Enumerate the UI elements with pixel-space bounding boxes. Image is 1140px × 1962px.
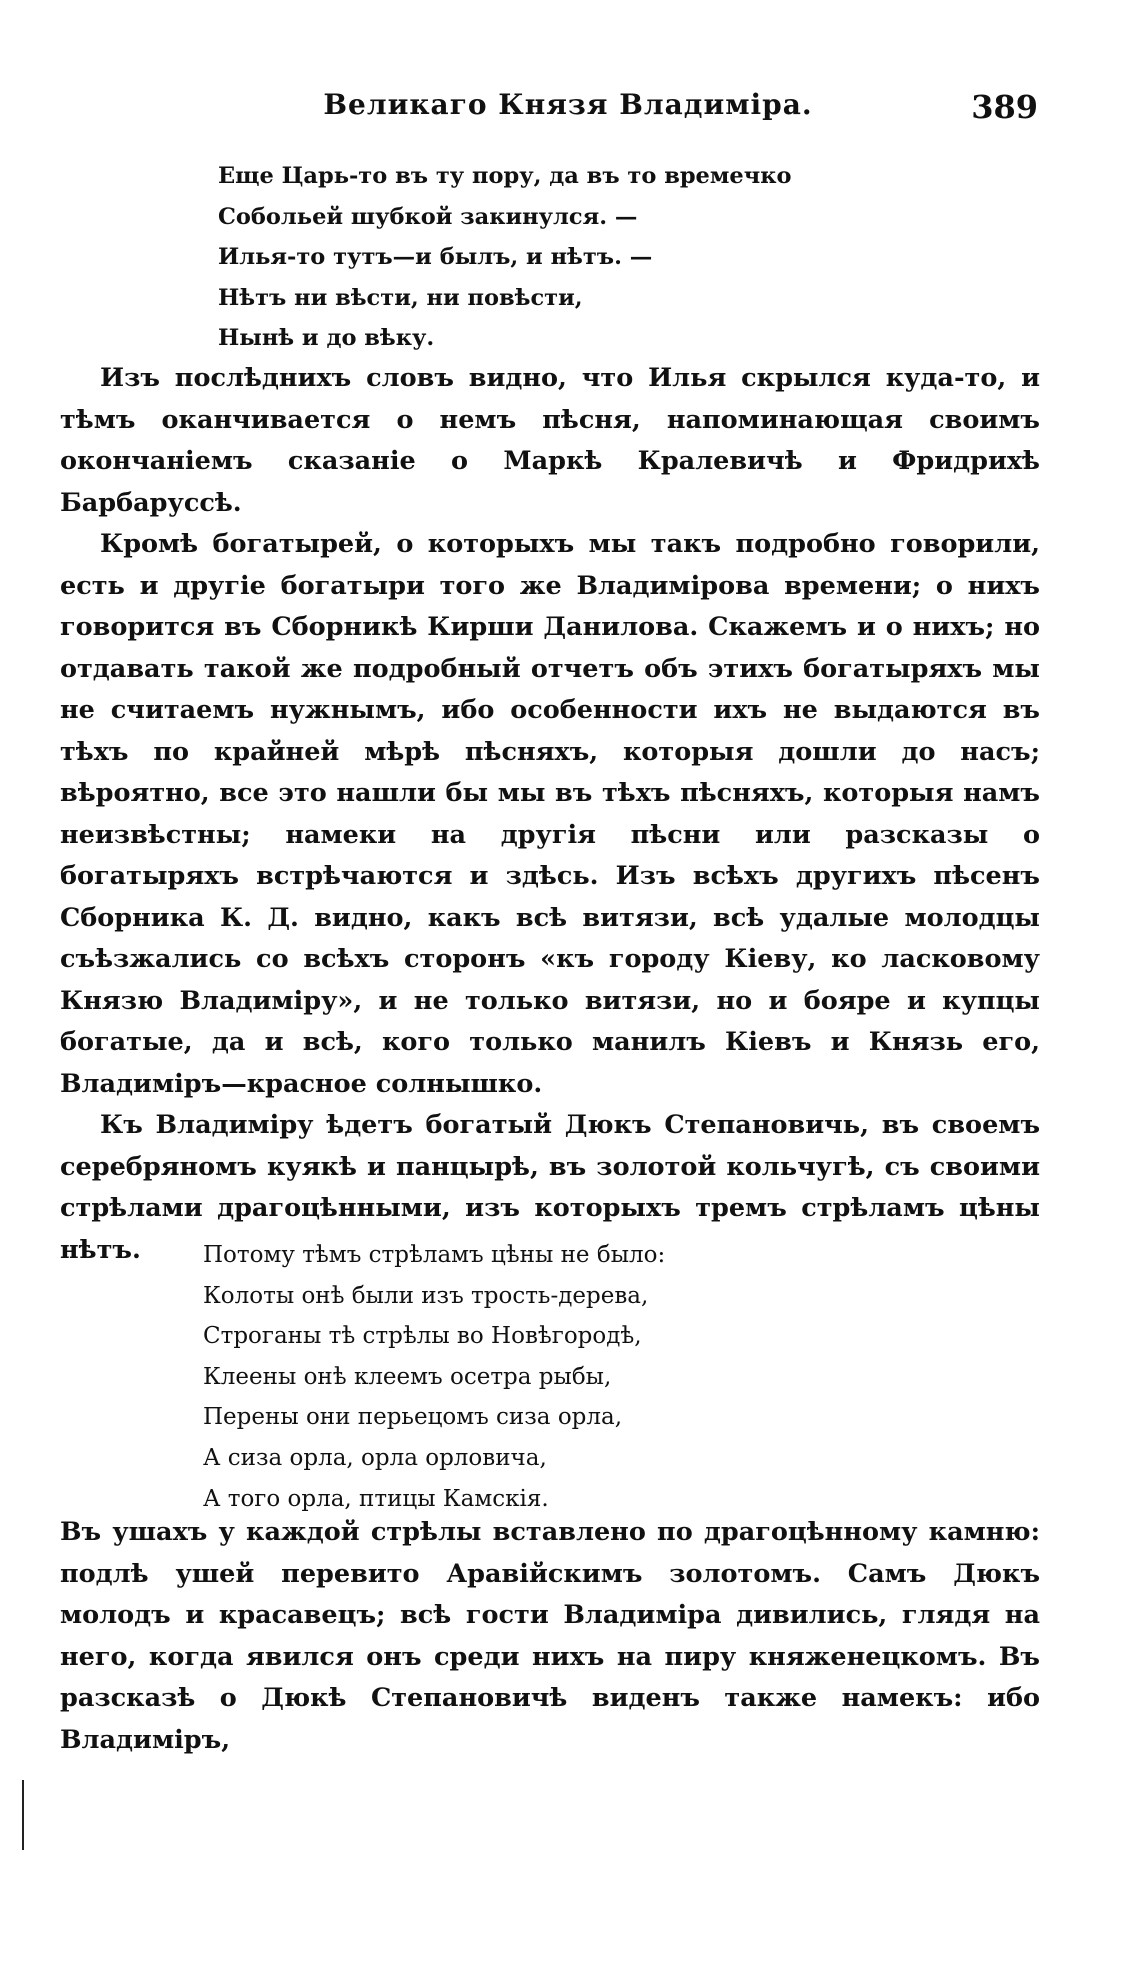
verse-line: Нынѣ и до вѣку. xyxy=(218,325,435,351)
verse-line: Потому тѣмъ стрѣламъ цѣны не было: xyxy=(203,1242,666,1268)
verse-block-1 xyxy=(218,156,791,359)
verse-line: Нѣтъ ни вѣсти, ни повѣсти, xyxy=(218,284,583,311)
paragraph: Къ Владиміру ѣдетъ богатый Дюкъ Степановичь, въ своемъ серебряномъ куякѣ и панцырѣ, въ золотой кольчугѣ, съ своими стрѣлами драгоцѣнными, изъ которыхъ тремъ стрѣламъ цѣны нѣтъ. xyxy=(60,1110,1040,1265)
verse-line: Илья-то тутъ—и былъ, и нѣтъ. — xyxy=(218,244,653,270)
margin-rule xyxy=(22,1780,24,1850)
prose-block-2 xyxy=(60,1512,1040,1761)
paragraph: Изъ послѣднихъ словъ видно, что Илья скрылся куда-то, и тѣмъ оканчивается о немъ пѣсня, напоминающая своимъ окончаніемъ сказаніе о Маркѣ Кралевичѣ и Фридрихѣ Барбаруссѣ. xyxy=(60,363,1040,518)
verse-line: Колоты онѣ были изъ трость-дерева, xyxy=(203,1282,649,1309)
verse-line: Строганы тѣ стрѣлы во Новѣгородѣ, xyxy=(203,1323,642,1350)
verse-line: Собольей шубкой закинулся. — xyxy=(218,203,638,230)
verse-block-2 xyxy=(203,1235,665,1519)
verse-line: А сиза орла, орла орловича, xyxy=(203,1444,547,1471)
verse-line: Перены они перьецомъ сиза орла, xyxy=(203,1404,623,1431)
running-title: Великаго Князя Владиміра. xyxy=(323,88,813,121)
verse-line: Еще Царь-то въ ту пору, да въ то времечко xyxy=(218,163,792,189)
verse-line: А того орла, птицы Камскія. xyxy=(203,1485,549,1512)
paragraph: Въ ушахъ у каждой стрѣлы вставлено по драгоцѣнному камню: подлѣ ушей перевито Аравійскимъ золотомъ. Самъ Дюкъ молодъ и красавецъ; всѣ гости Владиміра дивились, глядя на него, когда явился онъ среди нихъ на пиру княженецкомъ. Въ разсказѣ о Дюкѣ Степановичѣ виденъ также намекъ: ибо Владиміръ, xyxy=(60,1517,1040,1755)
prose-block-1 xyxy=(60,358,1040,1271)
page-header xyxy=(98,88,1038,128)
paragraph: Кромѣ богатырей, о которыхъ мы такъ подробно говорили, есть и другіе богатыри того же Владиміровa времени; о нихъ говорится въ Сборникѣ Кирши Данилова. Скажемъ и о нихъ; но отдавать такой же подробный отчетъ объ этихъ богатыряхъ мы не считаемъ нужнымъ, ибо особенности ихъ не выдаются въ тѣхъ по крайней мѣрѣ пѣсняхъ, которыя дошли до насъ; вѣроятно, все это нашли бы мы въ тѣхъ пѣсняхъ, которыя намъ неизвѣстны; намеки на другія пѣсни или разсказы о богатыряхъ встрѣчаются и здѣсь. Изъ всѣхъ другихъ пѣсенъ Сборника К. Д. видно, какъ всѣ витязи, всѣ удалые молодцы съѣзжались со всѣхъ сторонъ «къ городу Кіеву, ко ласковому Князю Владиміру», и не только витязи, но и бояре и купцы богатые, да и всѣ, кого только манилъ Кіевъ и Князь его, Владиміръ—красное солнышко. xyxy=(60,529,1040,1099)
verse-line: Клеены онѣ клеемъ осетра рыбы, xyxy=(203,1363,612,1390)
page-number: 389 xyxy=(971,88,1038,126)
